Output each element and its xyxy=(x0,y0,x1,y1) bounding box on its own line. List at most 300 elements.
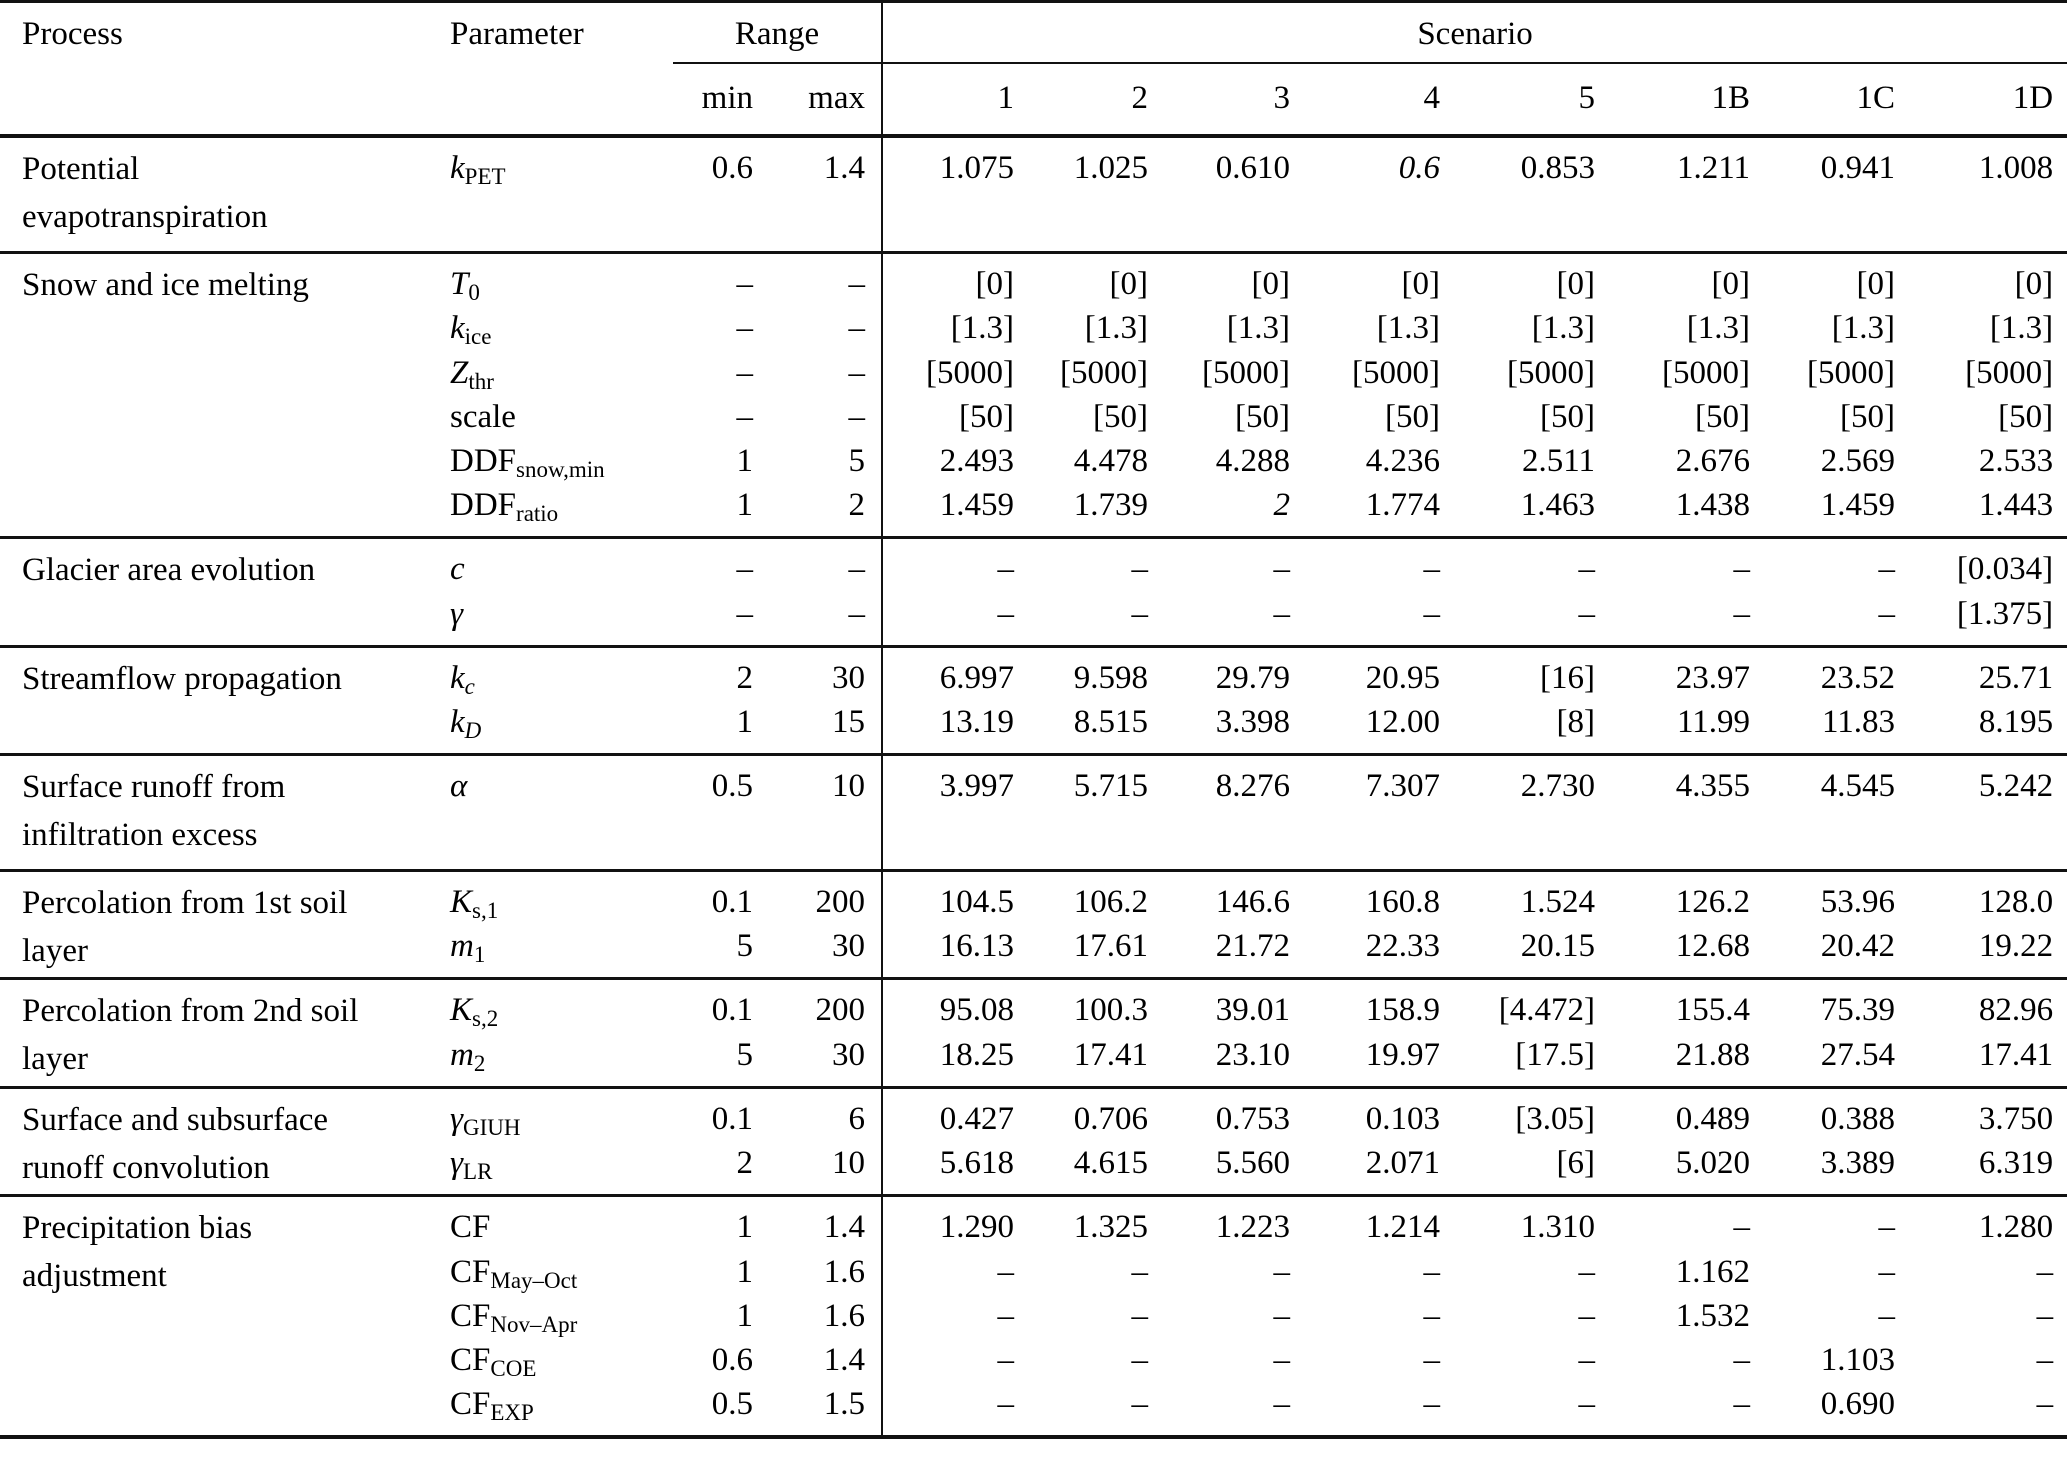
scenario-value-cell: 2 xyxy=(1273,487,1290,524)
scenario-value-cell: 82.96 xyxy=(1907,979,2067,1033)
scenario-value-cell: 5.560 xyxy=(1215,1145,1290,1182)
range-min-cell: 5 xyxy=(736,1036,753,1073)
col-header-parameter: Parameter xyxy=(430,2,673,137)
scenario-value-cell: 4.288 xyxy=(1215,443,1290,479)
range-max-cell: – xyxy=(848,595,865,632)
scenario-value-cell: 1.214 xyxy=(1302,1196,1452,1250)
scenario-value-cell: – xyxy=(1578,1253,1595,1290)
scenario-value-cell: 0.853 xyxy=(1452,136,1607,252)
scenario-value-cell: – xyxy=(882,1294,1026,1338)
scenario-value-cell: 12.68 xyxy=(1675,928,1750,965)
param-subscript: Nov–Apr xyxy=(490,1311,578,1337)
scenario-value-cell: 39.01 xyxy=(1160,979,1302,1033)
table-row xyxy=(0,538,2067,592)
range-min-cell: 1 xyxy=(736,1297,753,1334)
scenario-value-cell: 21.72 xyxy=(1215,928,1290,965)
table-row xyxy=(0,871,2067,925)
table-row xyxy=(0,1196,2067,1250)
scenario-value-cell: [5000] xyxy=(1507,354,1595,391)
param-symbol: m xyxy=(450,1036,474,1073)
range-min-cell: 1 xyxy=(736,487,753,524)
scenario-value-cell: 29.79 xyxy=(1160,646,1302,700)
parameter-cell xyxy=(430,924,673,979)
param-subscript: s,1 xyxy=(472,898,499,923)
param-symbol: DDF xyxy=(450,443,517,479)
scenario-value-cell: [5000] xyxy=(1352,354,1440,391)
range-min-cell: – xyxy=(736,354,753,391)
scenario-value-cell: 3.997 xyxy=(882,755,1026,871)
scenario-value-cell: [5000] xyxy=(1807,354,1895,391)
range-min-cell: 0.5 xyxy=(673,755,764,871)
col-header-scenario-4: 4 xyxy=(1302,63,1452,136)
scenario-value-cell: – xyxy=(1273,1386,1290,1423)
scenario-value-cell: [8] xyxy=(1556,704,1595,741)
scenario-value-cell: 2.511 xyxy=(1521,443,1595,479)
scenario-value-cell: [50] xyxy=(1540,398,1595,435)
scenario-value-cell: 5.242 xyxy=(1907,755,2067,871)
param-subscript: EXP xyxy=(490,1400,534,1426)
range-min-cell: 0.1 xyxy=(673,979,764,1033)
col-header-min: min xyxy=(673,63,764,136)
scenario-value-cell: 23.10 xyxy=(1215,1036,1290,1073)
scenario-value-cell: 3.389 xyxy=(1820,1145,1895,1182)
table-body xyxy=(0,136,2067,1437)
scenario-value-cell: 9.598 xyxy=(1026,646,1160,700)
range-min-cell: 2 xyxy=(673,646,764,700)
scenario-value-cell: [5000] xyxy=(1060,354,1148,391)
parameter-cell xyxy=(430,1196,673,1250)
param-symbol: DDF xyxy=(450,487,517,524)
scenario-value-cell: 0.941 xyxy=(1762,136,1907,252)
scenario-value-cell: 2.493 xyxy=(882,439,1026,483)
scenario-value-cell: 5.020 xyxy=(1675,1145,1750,1182)
scenario-value-cell: [1.3] xyxy=(1686,310,1750,347)
param-symbol: γ xyxy=(450,1145,464,1182)
range-min-cell: 2 xyxy=(736,1145,753,1182)
process-cell: Snow and ice melting xyxy=(0,253,430,538)
scenario-value-cell: 17.61 xyxy=(1073,928,1148,965)
param-symbol: CF xyxy=(450,1297,491,1334)
scenario-value-cell: – xyxy=(1452,538,1607,592)
scenario-value-cell: – xyxy=(1160,538,1302,592)
range-max-cell: 5 xyxy=(848,443,865,479)
scenario-value-cell: 0.103 xyxy=(1302,1087,1452,1141)
scenario-value-cell: 1.290 xyxy=(882,1196,1026,1250)
range-max-cell: – xyxy=(764,253,882,307)
scenario-value-cell: 104.5 xyxy=(882,871,1026,925)
range-min-cell: 0.6 xyxy=(711,1341,753,1378)
param-symbol: γ xyxy=(450,1100,464,1137)
param-subscript: PET xyxy=(464,164,506,190)
scenario-value-cell: 4.478 xyxy=(1073,443,1148,479)
table-row xyxy=(0,979,2067,1033)
parameter-cell xyxy=(430,439,673,483)
table-row xyxy=(0,755,2067,871)
parameter-cell xyxy=(430,395,673,439)
param-subscript: c xyxy=(464,673,475,699)
col-header-scenario-1D: 1D xyxy=(1907,63,2067,136)
param-subscript: 0 xyxy=(468,280,480,306)
scenario-value-cell: – xyxy=(1578,595,1595,632)
parameter-cell xyxy=(430,592,673,647)
range-min-cell: 1 xyxy=(736,704,753,741)
range-max-cell: 30 xyxy=(764,646,882,700)
param-symbol: T xyxy=(450,266,469,303)
scenario-value-cell: [1.3] xyxy=(1831,310,1895,347)
scenario-value-cell: – xyxy=(1878,1297,1895,1334)
scenario-value-cell: [0] xyxy=(1160,253,1302,307)
col-header-scenario-1B: 1B xyxy=(1607,63,1762,136)
scenario-value-cell: – xyxy=(882,1250,1026,1294)
scenario-value-cell: 1.223 xyxy=(1160,1196,1302,1250)
range-min-cell: 0.1 xyxy=(673,1087,764,1141)
scenario-value-cell: [50] xyxy=(1695,398,1750,435)
scenario-value-cell: 27.54 xyxy=(1820,1036,1895,1073)
process-cell: Glacier area evolution xyxy=(0,538,430,646)
table-header xyxy=(0,2,2067,137)
scenario-value-cell: 20.95 xyxy=(1302,646,1452,700)
scenario-value-cell: – xyxy=(1733,595,1750,632)
parameter-cell xyxy=(430,351,673,395)
param-symbol: α xyxy=(450,768,468,805)
scenario-value-cell: 158.9 xyxy=(1302,979,1452,1033)
range-min-cell: – xyxy=(673,538,764,592)
scenario-value-cell: 6.319 xyxy=(1978,1145,2054,1182)
scenario-value-cell: 0.6 xyxy=(1302,136,1452,252)
param-subscript: LR xyxy=(463,1159,493,1185)
scenario-value-cell: 2.071 xyxy=(1365,1145,1440,1182)
col-header-scenario-1C: 1C xyxy=(1762,63,1907,136)
scenario-value-cell: 20.15 xyxy=(1520,928,1595,965)
scenario-value-cell: 1.532 xyxy=(1675,1297,1750,1334)
param-symbol: k xyxy=(450,150,465,187)
parameter-cell xyxy=(430,1033,673,1088)
range-max-cell: 1.6 xyxy=(823,1253,865,1290)
parameter-cell xyxy=(430,483,673,538)
param-symbol: scale xyxy=(450,398,516,435)
scenario-value-cell: 20.42 xyxy=(1820,928,1895,965)
range-max-cell: 10 xyxy=(832,1145,865,1182)
param-symbol: CF xyxy=(450,1253,491,1290)
scenario-value-cell: 23.52 xyxy=(1762,646,1907,700)
scenario-value-cell: – xyxy=(1273,1253,1290,1290)
scenario-value-cell: 8.515 xyxy=(1073,704,1148,741)
parameter-cell xyxy=(430,306,673,350)
col-header-scenario-5: 5 xyxy=(1452,63,1607,136)
range-max-cell: 1.4 xyxy=(764,1196,882,1250)
col-header-scenario-1: 1 xyxy=(882,63,1026,136)
range-max-cell: – xyxy=(848,354,865,391)
scenario-value-cell: 7.307 xyxy=(1302,755,1452,871)
scenario-value-cell: [50] xyxy=(1840,398,1895,435)
param-symbol: k xyxy=(450,310,465,347)
scenario-value-cell: 1.103 xyxy=(1820,1341,1895,1378)
param-subscript: GIUH xyxy=(463,1114,521,1140)
scenario-value-cell: 17.41 xyxy=(1073,1036,1148,1073)
parameter-cell xyxy=(430,755,673,871)
scenario-value-cell: [0] xyxy=(1607,253,1762,307)
scenario-value-cell: 23.97 xyxy=(1607,646,1762,700)
param-symbol: CF xyxy=(450,1386,491,1423)
range-max-cell: 30 xyxy=(832,1036,865,1073)
scenario-value-cell: [0] xyxy=(1302,253,1452,307)
param-symbol: k xyxy=(450,659,465,696)
parameter-cell xyxy=(430,871,673,925)
param-symbol: c xyxy=(450,551,465,588)
scenario-value-cell: – xyxy=(1026,538,1160,592)
scenario-value-cell: 146.6 xyxy=(1160,871,1302,925)
scenario-value-cell: 1.774 xyxy=(1365,487,1440,524)
scenario-value-cell: – xyxy=(1131,1297,1148,1334)
scenario-value-cell: – xyxy=(1578,1297,1595,1334)
scenario-value-cell: [6] xyxy=(1556,1145,1595,1182)
scenario-value-cell: 21.88 xyxy=(1675,1036,1750,1073)
scenario-value-cell: [50] xyxy=(1998,398,2054,435)
scenario-value-cell: – xyxy=(1878,595,1895,632)
scenario-value-cell: [3.05] xyxy=(1452,1087,1607,1141)
range-max-cell: 1.4 xyxy=(823,1341,865,1378)
param-symbol: CF xyxy=(450,1209,491,1246)
col-header-scenario-3: 3 xyxy=(1160,63,1302,136)
scenario-value-cell: 1.008 xyxy=(1907,136,2067,252)
range-max-cell: 200 xyxy=(764,871,882,925)
range-max-cell: 1.6 xyxy=(823,1297,865,1334)
scenario-value-cell: [0] xyxy=(1907,253,2067,307)
range-max-cell: – xyxy=(848,310,865,347)
scenario-value-cell: 0.388 xyxy=(1762,1087,1907,1141)
scenario-value-cell: 11.83 xyxy=(1821,704,1895,741)
scenario-value-cell: 25.71 xyxy=(1907,646,2067,700)
scenario-value-cell: [50] xyxy=(882,395,1026,439)
scenario-value-cell: 11.99 xyxy=(1676,704,1750,741)
scenario-value-cell: 1.025 xyxy=(1026,136,1160,252)
range-max-cell: 15 xyxy=(832,704,865,741)
scenario-value-cell: 100.3 xyxy=(1026,979,1160,1033)
scenario-value-cell: 53.96 xyxy=(1762,871,1907,925)
scenario-value-cell: 4.545 xyxy=(1762,755,1907,871)
scenario-value-cell: – xyxy=(1273,1341,1290,1378)
scenario-value-cell: 22.33 xyxy=(1365,928,1440,965)
range-min-cell: – xyxy=(736,310,753,347)
scenario-value-cell: [1.3] xyxy=(1084,310,1148,347)
range-min-cell: 5 xyxy=(736,928,753,965)
scenario-value-cell: 19.97 xyxy=(1365,1036,1440,1073)
scenario-value-cell: [17.5] xyxy=(1515,1036,1595,1073)
param-subscript: ice xyxy=(464,324,492,350)
process-cell: Potential evapotranspiration xyxy=(0,136,430,252)
scenario-value-cell: 6.997 xyxy=(882,646,1026,700)
param-symbol: k xyxy=(450,704,465,741)
scenario-value-cell: – xyxy=(1607,538,1762,592)
scenario-value-cell: 0.706 xyxy=(1026,1087,1160,1141)
col-header-scenario-2: 2 xyxy=(1026,63,1160,136)
range-min-cell: – xyxy=(736,595,753,632)
scenario-value-cell: 5.715 xyxy=(1026,755,1160,871)
scenario-value-cell: – xyxy=(882,592,1026,647)
scenario-value-cell: – xyxy=(1423,595,1440,632)
scenario-value-cell: 19.22 xyxy=(1978,928,2054,965)
scenario-value-cell: [50] xyxy=(1385,398,1440,435)
scenario-value-cell: – xyxy=(1423,1341,1440,1378)
scenario-value-cell: 0.610 xyxy=(1160,136,1302,252)
scenario-value-cell: – xyxy=(2036,1341,2054,1378)
table-row xyxy=(0,136,2067,252)
scenario-value-cell: 4.236 xyxy=(1365,443,1440,479)
parameter-cell xyxy=(430,1338,673,1382)
range-min-cell: – xyxy=(736,398,753,435)
parameter-cell xyxy=(430,253,673,307)
scenario-value-cell: – xyxy=(882,1382,1026,1437)
process-cell: Streamflow propagation xyxy=(0,646,430,754)
scenario-value-cell: – xyxy=(1762,1196,1907,1250)
scenario-value-cell: – xyxy=(1762,538,1907,592)
scenario-value-cell: – xyxy=(1607,1196,1762,1250)
param-subscript: 2 xyxy=(473,1050,486,1076)
range-max-cell: 200 xyxy=(764,979,882,1033)
scenario-value-cell: [50] xyxy=(1235,398,1290,435)
range-max-cell: 2 xyxy=(848,487,865,524)
scenario-value-cell: 106.2 xyxy=(1026,871,1160,925)
param-symbol: K xyxy=(450,884,473,920)
scenario-value-cell: 18.25 xyxy=(882,1033,1026,1088)
param-subscript: ratio xyxy=(516,501,559,527)
scenario-value-cell: 5.618 xyxy=(882,1141,1026,1196)
scenario-value-cell: 1.325 xyxy=(1026,1196,1160,1250)
scenario-value-cell: [0] xyxy=(1762,253,1907,307)
scenario-value-cell: [1.3] xyxy=(882,306,1026,350)
param-subscript: 1 xyxy=(473,942,486,968)
scenario-value-cell: [1.3] xyxy=(1531,310,1595,347)
scenario-value-cell: 8.276 xyxy=(1160,755,1302,871)
scenario-value-cell: 1.211 xyxy=(1607,136,1762,252)
scenario-value-cell: – xyxy=(2036,1253,2054,1290)
scenario-value-cell: 1.443 xyxy=(1978,487,2054,524)
scenario-value-cell: 13.19 xyxy=(882,700,1026,755)
scenario-value-cell: 126.2 xyxy=(1607,871,1762,925)
scenario-value-cell: 16.13 xyxy=(882,924,1026,979)
scenario-value-cell: 155.4 xyxy=(1607,979,1762,1033)
parameter-cell xyxy=(430,1382,673,1437)
range-max-cell: 1.4 xyxy=(764,136,882,252)
scenario-value-cell: 17.41 xyxy=(1978,1036,2054,1073)
scenario-value-cell: – xyxy=(1423,1297,1440,1334)
scenario-value-cell: – xyxy=(1578,1386,1595,1423)
scenario-value-cell: 3.750 xyxy=(1907,1087,2067,1141)
scenario-value-cell: 75.39 xyxy=(1762,979,1907,1033)
parameter-cell xyxy=(430,538,673,592)
scenario-value-cell: [0] xyxy=(1452,253,1607,307)
scenario-value-cell: – xyxy=(1733,1341,1750,1378)
scenario-value-cell: – xyxy=(882,538,1026,592)
col-header-max: max xyxy=(764,63,882,136)
scenario-value-cell: – xyxy=(2036,1297,2054,1334)
scenario-value-cell: 128.0 xyxy=(1907,871,2067,925)
scenario-value-cell: [5000] xyxy=(1202,354,1290,391)
param-symbol: m xyxy=(450,928,474,965)
scenario-value-cell: 1.310 xyxy=(1452,1196,1607,1250)
table-row xyxy=(0,1087,2067,1141)
scenario-value-cell: 4.615 xyxy=(1073,1145,1148,1182)
scenario-value-cell: – xyxy=(1273,595,1290,632)
scenario-value-cell: [0] xyxy=(882,253,1026,307)
table-row xyxy=(0,646,2067,700)
scenario-value-cell: – xyxy=(1578,1341,1595,1378)
scenario-value-cell: – xyxy=(1131,595,1148,632)
param-symbol: K xyxy=(450,992,473,1029)
scenario-value-cell: [1.3] xyxy=(1226,310,1290,347)
header-row-groups xyxy=(0,2,2067,64)
parameter-cell xyxy=(430,1294,673,1338)
parameter-cell xyxy=(430,700,673,755)
range-min-cell: 1 xyxy=(673,1196,764,1250)
scenario-value-cell: [5000] xyxy=(1662,354,1750,391)
process-cell: Surface runoff from infiltration excess xyxy=(0,755,430,871)
scenario-value-cell: 0.427 xyxy=(882,1087,1026,1141)
range-min-cell: 0.6 xyxy=(673,136,764,252)
scenario-value-cell: – xyxy=(1131,1341,1148,1378)
scenario-value-cell: – xyxy=(1423,1386,1440,1423)
scenario-value-cell: 2.676 xyxy=(1675,443,1750,479)
scenario-value-cell: – xyxy=(1131,1386,1148,1423)
col-header-range: Range xyxy=(673,2,882,64)
scenario-value-cell: 1.438 xyxy=(1675,487,1750,524)
process-cell: Percolation from 2nd soil layer xyxy=(0,979,430,1087)
parameter-cell xyxy=(430,1141,673,1196)
scenario-value-cell: 2.730 xyxy=(1452,755,1607,871)
scenario-value-cell: 0.489 xyxy=(1607,1087,1762,1141)
param-subscript: D xyxy=(464,718,482,744)
range-max-cell: – xyxy=(848,398,865,435)
param-symbol: Z xyxy=(450,354,469,391)
table-row xyxy=(0,253,2067,307)
scenario-value-cell: – xyxy=(1423,1253,1440,1290)
parameter-cell xyxy=(430,136,673,252)
scenario-value-cell: – xyxy=(1131,1253,1148,1290)
param-subscript: s,2 xyxy=(472,1006,499,1032)
range-min-cell: 1 xyxy=(736,443,753,479)
range-max-cell: 30 xyxy=(832,928,865,965)
scenario-value-cell: [0.034] xyxy=(1907,538,2067,592)
parameter-cell xyxy=(430,646,673,700)
scenario-value-cell: 8.195 xyxy=(1978,704,2054,741)
range-max-cell: 6 xyxy=(764,1087,882,1141)
param-symbol: CF xyxy=(450,1341,491,1378)
range-min-cell: 0.5 xyxy=(711,1386,753,1423)
range-max-cell: 10 xyxy=(764,755,882,871)
col-header-process: Process xyxy=(0,2,430,137)
scenario-value-cell: [16] xyxy=(1452,646,1607,700)
range-max-cell: – xyxy=(764,538,882,592)
col-header-scenario: Scenario xyxy=(882,2,2067,64)
scenario-value-cell: [1.3] xyxy=(1989,310,2054,347)
scenario-value-cell: 4.355 xyxy=(1607,755,1762,871)
scenario-value-cell: 12.00 xyxy=(1365,704,1440,741)
scenario-value-cell: 1.459 xyxy=(1820,487,1895,524)
scenario-value-cell: – xyxy=(1878,1253,1895,1290)
scenario-value-cell: 160.8 xyxy=(1302,871,1452,925)
scenario-value-cell: 2.533 xyxy=(1978,443,2054,479)
scenario-value-cell: 2.569 xyxy=(1820,443,1895,479)
scenario-value-cell: – xyxy=(1302,538,1452,592)
param-subscript: May–Oct xyxy=(490,1267,578,1293)
scenario-value-cell: [5000] xyxy=(1965,354,2054,391)
range-min-cell: – xyxy=(673,253,764,307)
range-max-cell: 1.5 xyxy=(823,1386,865,1423)
scenario-value-cell: [1.375] xyxy=(1956,595,2054,632)
process-cell: Surface and subsurface runoff convolution xyxy=(0,1087,430,1195)
scenario-value-cell: – xyxy=(2036,1386,2054,1423)
scenario-value-cell: 95.08 xyxy=(882,979,1026,1033)
